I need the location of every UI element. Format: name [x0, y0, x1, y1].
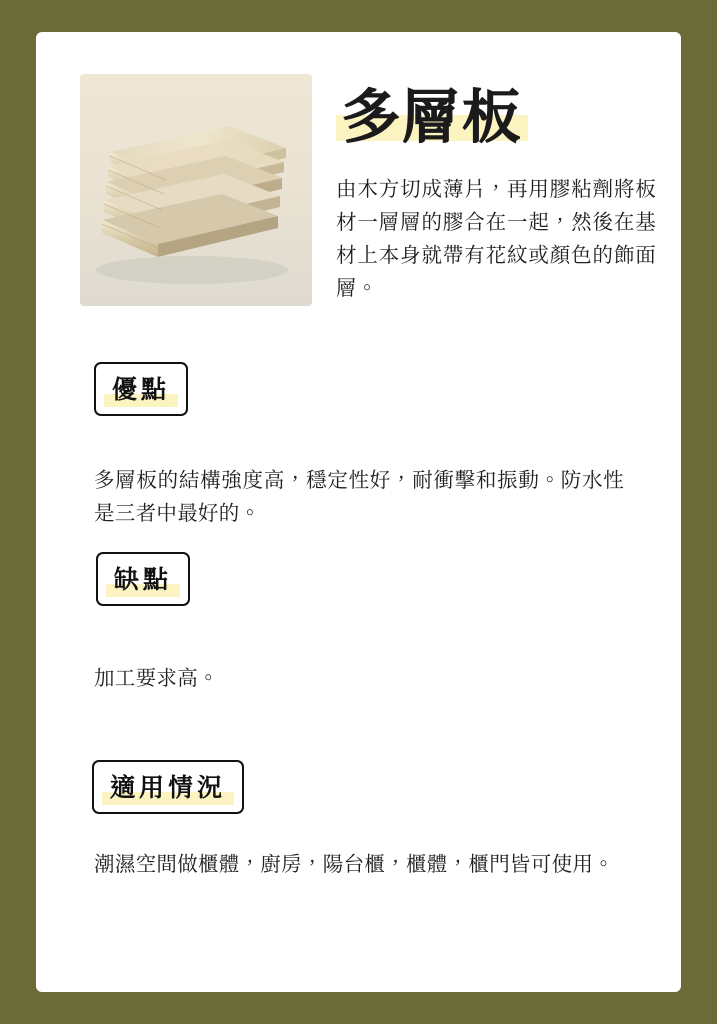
section-label-usage	[92, 760, 244, 814]
section-label-text: 優點	[112, 375, 171, 404]
intro-paragraph: 由木方切成薄片，再用膠粘劑將板材一層層的膠合在一起，然後在基材上本身就帶有花紋或顏色的飾面層。	[336, 176, 656, 301]
section-label-text: 缺點	[114, 565, 173, 594]
section-label-pros	[94, 362, 188, 416]
section-text-usage: 潮濕空間做櫃體，廚房，陽台櫃，櫃體，櫃門皆可使用。	[94, 852, 614, 876]
info-card	[36, 32, 681, 992]
page-title: 多層板	[342, 83, 523, 151]
title-wrapper	[336, 84, 528, 151]
section-label-text: 適用情況	[110, 773, 227, 802]
card-header	[36, 32, 681, 306]
section-text-pros: 多層板的結構強度高，穩定性好，耐衝擊和振動。防水性是三者中最好的。	[94, 468, 624, 526]
section-text-cons: 加工要求高。	[94, 666, 219, 690]
plywood-layers-photo	[80, 74, 312, 306]
header-text-block	[336, 74, 656, 306]
section-label-cons	[96, 552, 190, 606]
